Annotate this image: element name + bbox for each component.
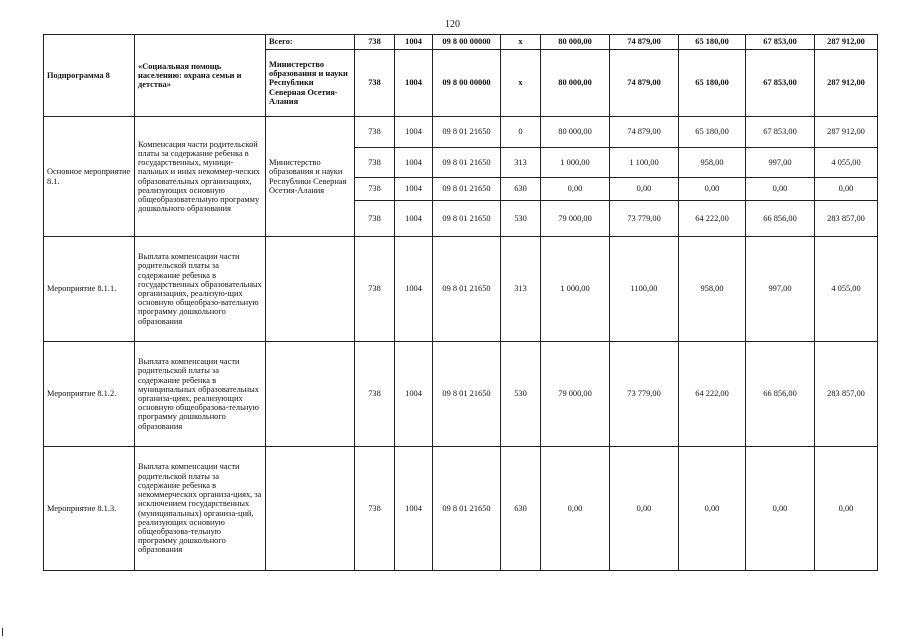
activity-code: Мероприятие 8.1.3.	[44, 447, 135, 571]
cell-grbs: 738	[355, 237, 395, 342]
cell-vr: 530	[501, 201, 541, 237]
table-row	[44, 342, 878, 447]
page-number: 120	[445, 19, 460, 30]
cell-grbs: 738	[355, 148, 395, 178]
cell-value: 74 879,00	[610, 117, 679, 148]
activity-name: Выплата компенсации части родительской платы за содержание ребенка в некоммерческих организа-циях, за исключением государственных (муниципальных) организа-ций, реализующих основную общеобразова-тельную программу дошкольного образования	[135, 447, 266, 571]
cell-grbs: 738	[355, 117, 395, 148]
cell-value: 66 856,00	[746, 201, 815, 237]
cell-value: 0,00	[679, 178, 746, 201]
cell-rzpr: 1004	[395, 148, 433, 178]
main-activity-executor: Министерство образования и науки Республики Северная Осетия-Алания	[266, 117, 355, 237]
cell-value: 0,00	[815, 447, 878, 571]
cell-value: 997,00	[746, 148, 815, 178]
cell-value: 67 853,00	[746, 35, 815, 50]
cell-value: 1100,00	[610, 237, 679, 342]
cell-vr: 313	[501, 148, 541, 178]
cell-value: 0,00	[610, 447, 679, 571]
subprogram-name: «Социальная помощь населению: охрана семьи и детства»	[135, 35, 266, 117]
cell-csr: 09 8 01 21650	[433, 237, 501, 342]
cell-rzpr: 1004	[395, 342, 433, 447]
cell-csr: 09 8 00 00000	[433, 50, 501, 117]
table-row-totals	[44, 35, 878, 50]
cell-csr: 09 8 01 21650	[433, 342, 501, 447]
cell-rzpr: 1004	[395, 35, 433, 50]
activity-executor	[266, 237, 355, 342]
cell-vr: 313	[501, 237, 541, 342]
cell-grbs: 738	[355, 35, 395, 50]
cell-value: 65 180,00	[679, 50, 746, 117]
cell-grbs: 738	[355, 342, 395, 447]
cell-value: 80 000,00	[541, 50, 610, 117]
cell-value: 4 055,00	[815, 148, 878, 178]
cell-value: 958,00	[679, 148, 746, 178]
cell-vr: 530	[501, 342, 541, 447]
subprogram-executor: Министерство образования и науки Республики Северная Осетия-Алания	[266, 50, 355, 117]
cell-csr: 09 8 01 21650	[433, 117, 501, 148]
cell-grbs: 738	[355, 447, 395, 571]
cell-rzpr: 1004	[395, 117, 433, 148]
cell-value: 80 000,00	[541, 35, 610, 50]
cell-value: 283 857,00	[815, 342, 878, 447]
cell-value: 79 000,00	[541, 342, 610, 447]
cell-csr: 09 8 01 21650	[433, 178, 501, 201]
cell-value: 4 055,00	[815, 237, 878, 342]
cell-value: 0,00	[815, 178, 878, 201]
cell-value: 287 912,00	[815, 117, 878, 148]
main-activity-name: Компенсация части родительской платы за содержание ребенка в государственных, муници-пальных и иных некоммер-ческих образовательных организациях, реализующих основную общеобразовательную программу дошкольного образования	[135, 117, 266, 237]
scan-edge-mark	[2, 628, 3, 636]
cell-rzpr: 1004	[395, 201, 433, 237]
cell-value: 1 100,00	[610, 148, 679, 178]
cell-rzpr: 1004	[395, 178, 433, 201]
cell-value: 283 857,00	[815, 201, 878, 237]
activity-code: Мероприятие 8.1.1.	[44, 237, 135, 342]
cell-vr: х	[501, 35, 541, 50]
cell-vr: 630	[501, 178, 541, 201]
cell-value: 74 879,00	[610, 50, 679, 117]
cell-grbs: 738	[355, 50, 395, 117]
cell-value: 1 000,00	[541, 237, 610, 342]
cell-value: 73 779,00	[610, 342, 679, 447]
cell-value: 287 912,00	[815, 50, 878, 117]
cell-rzpr: 1004	[395, 447, 433, 571]
main-activity-code: Основное мероприятие 8.1.	[44, 117, 135, 237]
activity-executor	[266, 342, 355, 447]
cell-rzpr: 1004	[395, 237, 433, 342]
cell-value: 65 180,00	[679, 35, 746, 50]
cell-value: 65 180,00	[679, 117, 746, 148]
cell-value: 67 853,00	[746, 117, 815, 148]
cell-value: 958,00	[679, 237, 746, 342]
cell-value: 0,00	[746, 447, 815, 571]
cell-value: 0,00	[541, 447, 610, 571]
activity-executor	[266, 447, 355, 571]
cell-csr: 09 8 01 21650	[433, 447, 501, 571]
cell-value: 0,00	[541, 178, 610, 201]
cell-value: 0,00	[679, 447, 746, 571]
cell-value: 66 856,00	[746, 342, 815, 447]
cell-value: 0,00	[610, 178, 679, 201]
activity-code: Мероприятие 8.1.2.	[44, 342, 135, 447]
cell-csr: 09 8 01 21650	[433, 201, 501, 237]
table-row	[44, 237, 878, 342]
cell-grbs: 738	[355, 178, 395, 201]
cell-value: 64 222,00	[679, 201, 746, 237]
cell-value: 73 779,00	[610, 201, 679, 237]
cell-value: 67 853,00	[746, 50, 815, 117]
cell-csr: 09 8 00 00000	[433, 35, 501, 50]
cell-csr: 09 8 01 21650	[433, 148, 501, 178]
cell-vr: х	[501, 50, 541, 117]
cell-value: 997,00	[746, 237, 815, 342]
cell-value: 1 000,00	[541, 148, 610, 178]
budget-table	[43, 34, 878, 571]
cell-rzpr: 1004	[395, 50, 433, 117]
cell-vr: 630	[501, 447, 541, 571]
cell-value: 80 000,00	[541, 117, 610, 148]
cell-value: 79 000,00	[541, 201, 610, 237]
activity-name: Выплата компенсации части родительской платы за содержание ребенка в государственных образовательных организациях, реализую-щих основную общеобразо-вательную программу дошкольного образования	[135, 237, 266, 342]
cell-value: 64 222,00	[679, 342, 746, 447]
cell-value: 287 912,00	[815, 35, 878, 50]
cell-grbs: 738	[355, 201, 395, 237]
totals-label: Всего:	[266, 35, 355, 50]
activity-name: Выплата компенсации части родительской платы за содержание ребенка в муниципальных образовательных организа-циях, реализующих основную общеобразова-тельную программу дошкольного образования	[135, 342, 266, 447]
cell-value: 74 879,00	[610, 35, 679, 50]
cell-vr: 0	[501, 117, 541, 148]
subprogram-code: Подпрограмма 8	[44, 35, 135, 117]
cell-value: 0,00	[746, 178, 815, 201]
table-row	[44, 447, 878, 571]
table-row	[44, 117, 878, 148]
